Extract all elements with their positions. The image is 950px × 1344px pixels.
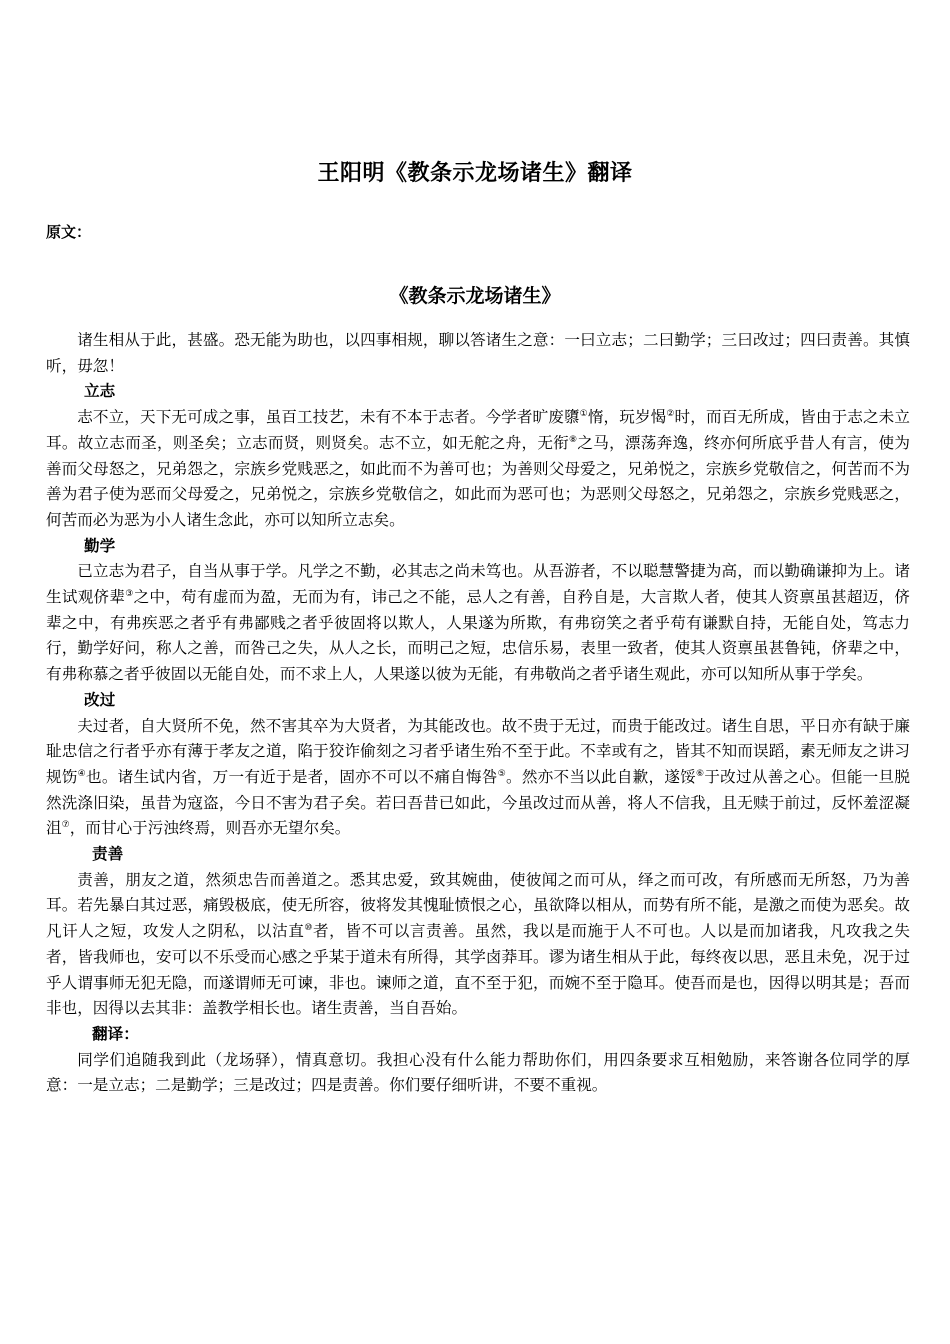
section-paragraph-lizhi: 志不立，天下无可成之事，虽百工技艺，未有不本于志者。今学者旷废隳①惰，玩岁愒②时，而百无所成，皆由于志之未立耳。故立志而圣，则圣矣；立志而贤，则贤矣。志不立，如无舵之舟，无衔⑧之马，漂荡奔逸，终亦何所底乎昔人有言，使为善而父母怒之，兄弟怨之，宗族乡党贱恶之，如此而不为善可也；为善则父母爱之，兄弟悦之，宗族乡党敬信之，何苦而不为善为君子使为恶而父母爱之，兄弟悦之，宗族乡党敬信之，如此而为恶可也；为恶则父母怒之，兄弟怨之，宗族乡党贱恶之，何苦而必为恶为小人诸生念此，亦可以知所立志矣。: [46, 408, 910, 529]
footnote-marker: ⑥: [696, 768, 705, 779]
translation-heading: 翻译：: [92, 1024, 139, 1043]
footnote-marker: ⑤: [497, 768, 506, 779]
original-text-label: 原文：: [46, 223, 92, 241]
section-paragraph-qinxue: 已立志为君子，自当从事于学。凡学之不勤，必其志之尚未笃也。从吾游者，不以聪慧警捷为高，而以勤确谦抑为上。诸生试观侪辈③之中，苟有虚而为盈，无而为有，讳己之不能，忌人之有善，自矜自是，大言欺人者，使其人资禀虽甚超迈，侪辈之中，有弗疾恶之者乎有弗鄙贱之者乎彼固将以欺人，人果遂为所欺，有弗窃笑之者乎苟有谦默自持，无能自处，笃志力行，勤学好问，称人之善，而咎己之失，从人之长，而明己之短，忠信乐易，表里一致者，使其人资禀虽甚鲁钝，侪辈之中，有弗称慕之者乎彼固以无能自处，而不求上人，人果遂以彼为无能，有弗敬尚之者乎诸生观此，亦可以知所从事于学矣。: [46, 562, 910, 684]
footnote-marker: ③: [125, 588, 134, 599]
work-title: 《教条示龙场诸生》: [389, 285, 561, 307]
intro-paragraph: 诸生相从于此，甚盛。恐无能为助也，以四事相规，聊以答诸生之意：一曰立志；二曰勤学；三曰改过；四曰责善。其慎听，毋忽！: [46, 331, 910, 375]
footnote-marker: ⑦: [61, 820, 70, 831]
document-title: 王阳明《教条示龙场诸生》翻译: [317, 161, 633, 186]
section-heading-lizhi: 立志: [84, 382, 116, 401]
footnote-marker: ⑧: [569, 434, 578, 445]
section-heading-gaiguo: 改过: [84, 690, 116, 709]
section-paragraph-gaiguo: 夫过者，自大贤所不免，然不害其卒为大贤者，为其能改也。故不贵于无过，而贵于能改过。诸生自思，平日亦有缺于廉耻忠信之行者乎亦有薄于孝友之道，陷于狡诈偷刻之习者乎诸生殆不至于此。不幸或有之，皆其不知而误蹈，素无师友之讲习规饬④也。诸生试内省，万一有近于是者，固亦不可以不痛自悔咎⑤。然亦不当以此自歉，遂馁⑥于改过从善之心。但能一旦脱然洗涤旧染，虽昔为寇盗，今日不害为君子矣。若曰吾昔已如此，今虽改过而从善，将人不信我，且无赎于前过，反怀羞涩凝沮⑦，而甘心于污浊终焉，则吾亦无望尔矣。: [46, 716, 910, 838]
footnote-marker: ①: [579, 408, 588, 419]
translation-paragraph: 同学们追随我到此（龙场驿），情真意切。我担心没有什么能力帮助你们，用四条要求互相勉励，来答谢各位同学的厚意：一是立志；二是勤学；三是改过；四是责善。你们要仔细听讲，不要不重视。: [46, 1050, 910, 1095]
footnote-marker: ⑩: [304, 922, 314, 933]
section-paragraph-zeshan: 责善，朋友之道，然须忠告而善道之。悉其忠爱，致其婉曲，使彼闻之而可从，绎之而可改，有所感而无所怒，乃为善耳。若先暴白其过恶，痛毁极底，使无所容，彼将发其愧耻愤恨之心，虽欲降以相从，而势有所不能，是激之而使为恶矣。故凡讦人之短，攻发人之阴私，以沽直⑩者，皆不可以言责善。虽然，我以是而施于人不可也。人以是而加诸我，凡攻我之失者，皆我师也，安可以不乐受而心感之乎某于道未有所得，其学卤莽耳。谬为诸生相从于此，每终夜以思，恶且未免，况于过乎人谓事师无犯无隐，而遂谓师无可谏，非也。谏师之道，直不至于犯，而婉不至于隐耳。使吾而是也，因得以明其是；吾而非也，因得以去其非：盖教学相长也。诸生责善，当自吾始。: [46, 870, 910, 1018]
footnote-marker: ④: [77, 768, 86, 779]
footnote-marker: ②: [666, 408, 675, 419]
document-body: [46, 328, 910, 1099]
section-heading-qinxue: 勤学: [84, 536, 116, 555]
section-heading-zeshan: 责善: [92, 845, 124, 864]
